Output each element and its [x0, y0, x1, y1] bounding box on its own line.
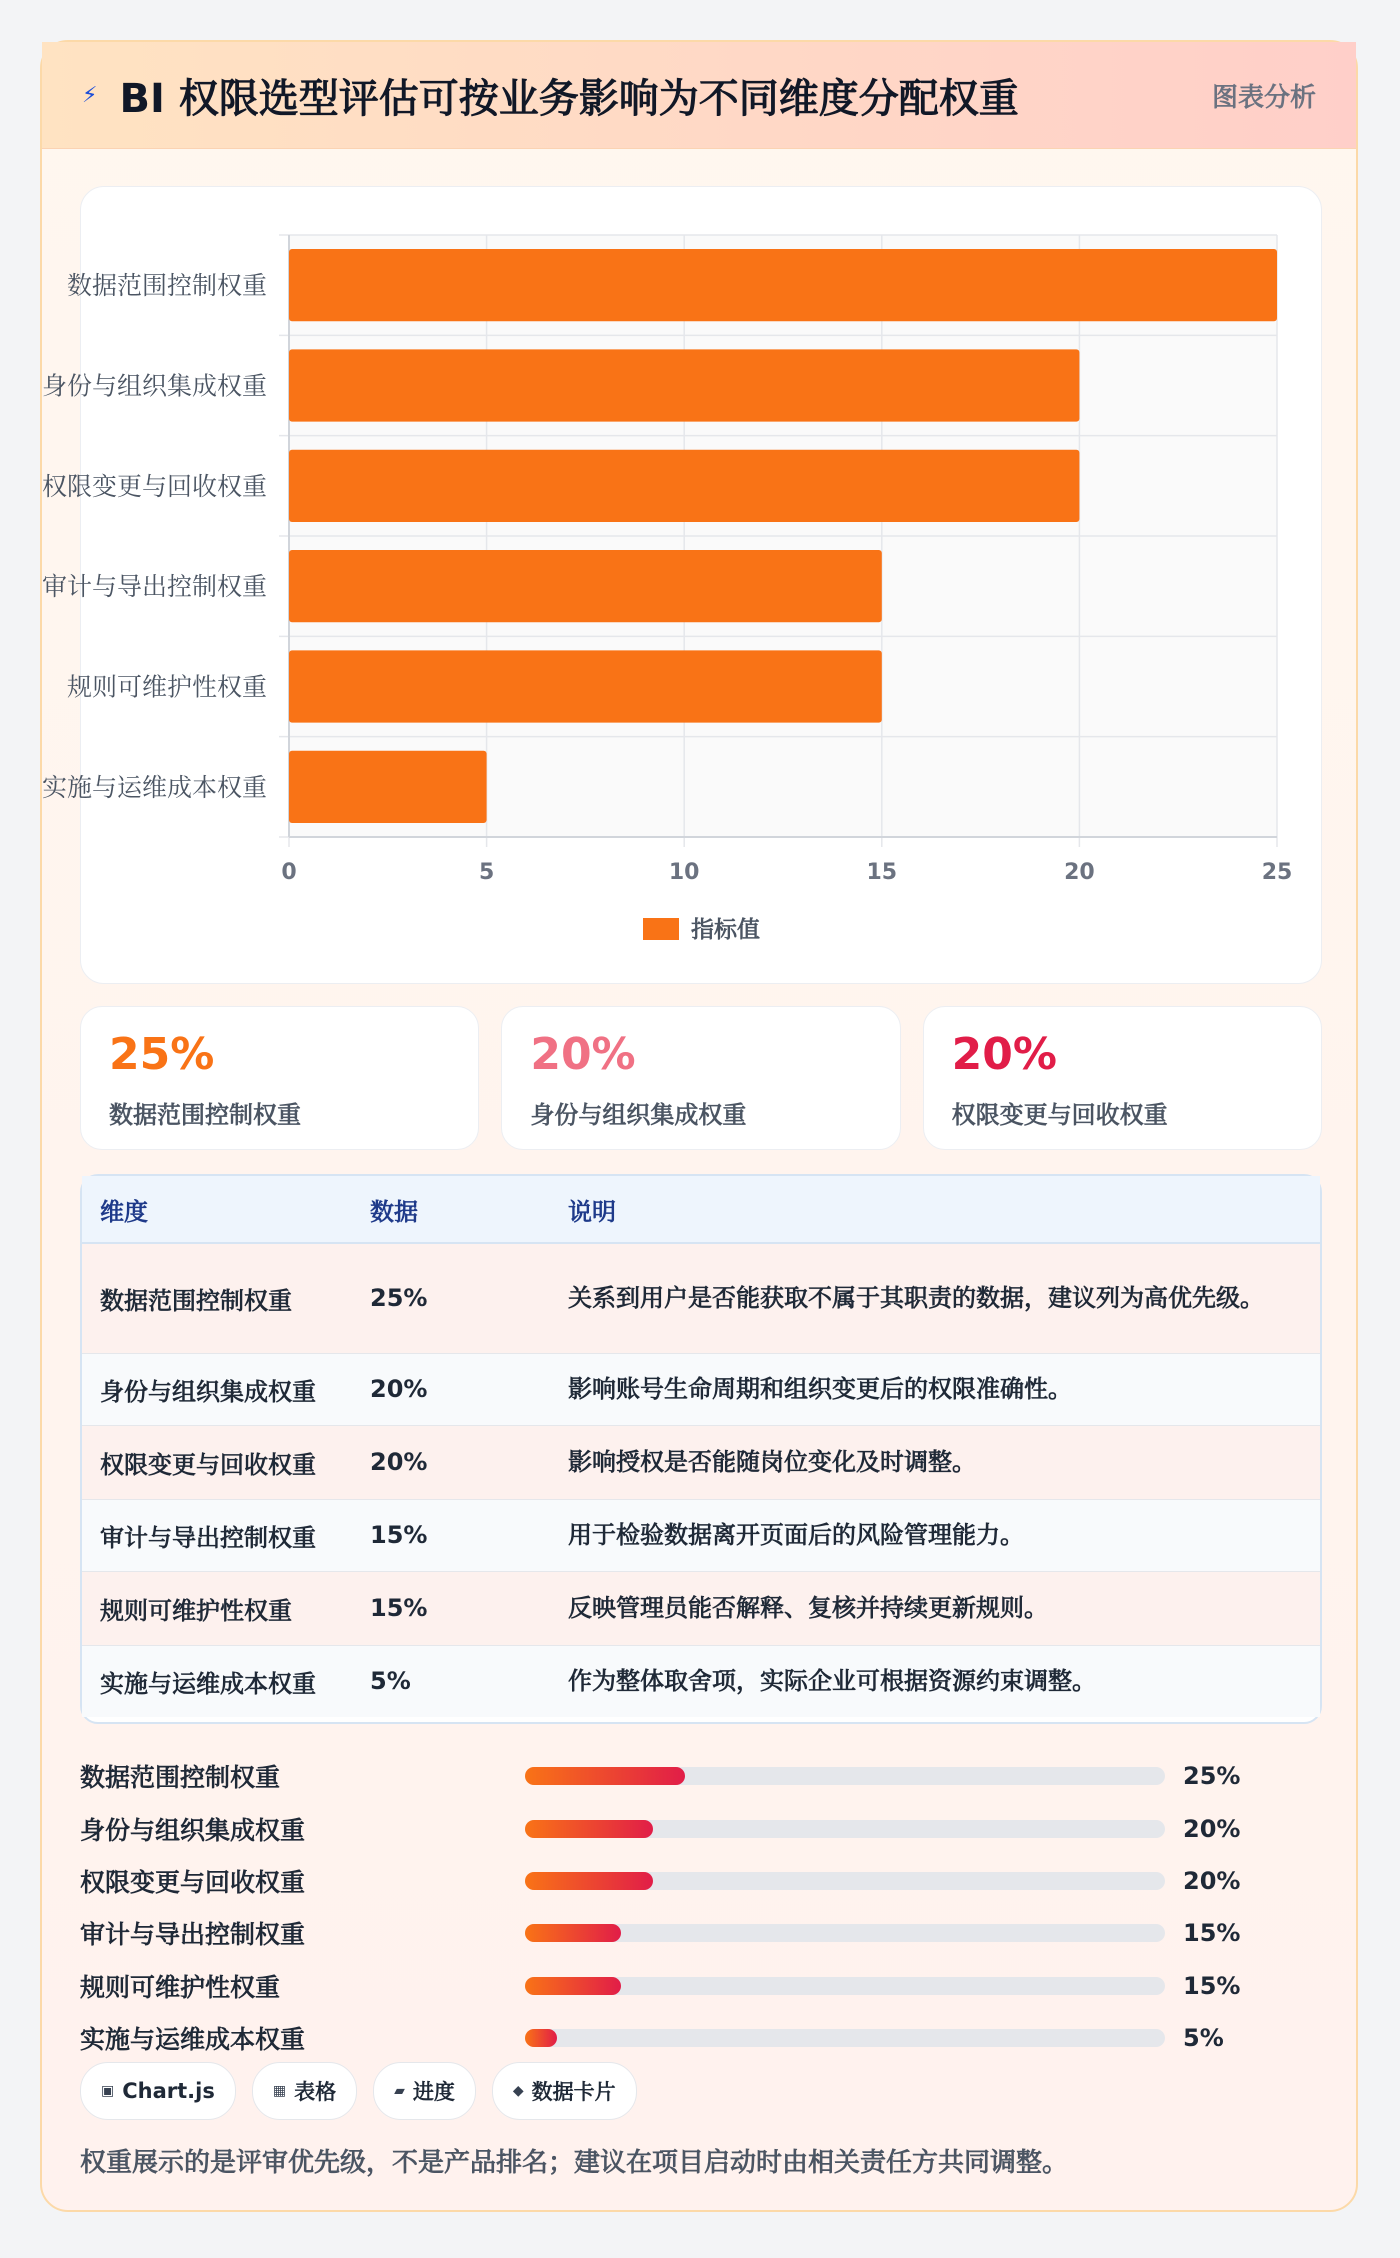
progress-label: 审计与导出控制权重 [80, 1920, 306, 1950]
table-row [82, 1645, 1320, 1717]
progress-fill [525, 1872, 653, 1890]
column-header: 数据 [352, 1176, 550, 1243]
chip-table[interactable] [252, 2062, 357, 2120]
stat-label: 权限变更与回收权重 [951, 1101, 1168, 1129]
bar [289, 550, 882, 622]
table-row [82, 1499, 1320, 1571]
bar [289, 751, 487, 823]
table-cell: 15% [352, 1571, 550, 1645]
progress-value: 5% [1183, 2024, 1224, 2053]
footnote: 权重展示的是评审优先级，不是产品排名；建议在项目启动时由相关责任方共同调整。 [80, 2148, 1069, 2178]
progress-row [80, 1855, 1322, 1907]
progress-value: 15% [1183, 1919, 1241, 1948]
table-cell: 数据范围控制权重 [82, 1243, 352, 1353]
table-cell: 5% [352, 1645, 550, 1717]
table-cell: 实施与运维成本权重 [82, 1645, 352, 1717]
progress-track [525, 2029, 1165, 2047]
table-row [82, 1353, 1320, 1425]
chip-label: Chart.js [122, 2079, 215, 2103]
table-row [82, 1243, 1320, 1353]
chip-label: 表格 [294, 2080, 337, 2104]
stat-value: 25% [109, 1029, 215, 1080]
progress-list [80, 1750, 1322, 2064]
progress-label: 规则可维护性权重 [80, 1972, 281, 2002]
table-row [82, 1571, 1320, 1645]
card-icon: ◆ [512, 2083, 524, 2099]
x-tick-label: 20 [1064, 860, 1095, 885]
x-tick-label: 0 [281, 860, 297, 885]
progress-track [525, 1872, 1165, 1890]
progress-value: 20% [1183, 1866, 1241, 1895]
table-cell: 15% [352, 1499, 550, 1571]
stat-card [501, 1006, 900, 1150]
stat-card [80, 1006, 479, 1150]
header [42, 42, 1356, 149]
stat-label: 数据范围控制权重 [109, 1101, 301, 1129]
progress-row [80, 1750, 1322, 1802]
page-title: BI 权限选型评估可按业务影响为不同维度分配权重 [119, 75, 1019, 122]
progress-fill [525, 1820, 653, 1838]
chart-icon: ▣ [101, 2083, 115, 2099]
table-cell: 影响授权是否能随岗位变化及时调整。 [550, 1425, 1320, 1499]
progress-track [525, 1977, 1165, 1995]
progress-label: 身份与组织集成权重 [80, 1815, 306, 1845]
progress-track [525, 1767, 1165, 1785]
stat-cards [80, 1006, 1322, 1150]
stat-value: 20% [530, 1029, 636, 1080]
progress-fill [525, 1767, 685, 1785]
progress-label: 数据范围控制权重 [80, 1763, 281, 1793]
column-header: 维度 [82, 1176, 352, 1243]
chip-progress[interactable] [373, 2062, 476, 2120]
progress-value: 20% [1183, 1814, 1241, 1843]
progress-value: 15% [1183, 1971, 1241, 2000]
x-tick-label: 25 [1261, 860, 1293, 885]
progress-row [80, 2012, 1322, 2064]
stat-value: 20% [951, 1029, 1057, 1080]
progress-track [525, 1820, 1165, 1838]
table-cell: 关系到用户是否能获取不属于其职责的数据，建议列为高优先级。 [550, 1243, 1320, 1353]
progress-row [80, 1907, 1322, 1959]
bolt-icon: ⚡ [82, 82, 98, 108]
y-tick-label: 数据范围控制权重 [66, 271, 267, 301]
tag-chips [80, 2062, 637, 2120]
y-tick-label: 实施与运维成本权重 [41, 772, 267, 802]
y-tick-label: 身份与组织集成权重 [41, 371, 267, 401]
stat-label: 身份与组织集成权重 [530, 1101, 747, 1129]
table-cell: 权限变更与回收权重 [82, 1425, 352, 1499]
progress-fill [525, 1924, 621, 1942]
x-tick-label: 10 [668, 860, 700, 885]
bar [289, 450, 1079, 522]
table-cell: 20% [352, 1353, 550, 1425]
progress-row [80, 1802, 1322, 1854]
table-cell: 25% [352, 1243, 550, 1353]
progress-track [525, 1924, 1165, 1942]
table-cell: 规则可维护性权重 [82, 1571, 352, 1645]
progress-icon: ▰ [394, 2083, 405, 2099]
x-tick-label: 15 [866, 860, 898, 885]
table-cell: 作为整体取舍项，实际企业可根据资源约束调整。 [550, 1645, 1320, 1717]
main-card [40, 40, 1358, 2212]
table-row [82, 1425, 1320, 1499]
table-cell: 用于检验数据离开页面后的风险管理能力。 [550, 1499, 1320, 1571]
table-cell: 身份与组织集成权重 [82, 1353, 352, 1425]
stat-card [923, 1006, 1322, 1150]
progress-value: 25% [1183, 1762, 1241, 1791]
table-cell: 20% [352, 1425, 550, 1499]
x-tick-label: 5 [478, 860, 495, 885]
bar [289, 650, 882, 722]
table-icon: ▦ [272, 2083, 287, 2099]
header-tag: 图表分析 [1211, 82, 1316, 113]
table-header-row [82, 1176, 1320, 1243]
chip-chartjs[interactable] [80, 2062, 236, 2120]
bar-chart [41, 187, 1323, 985]
table-cell: 影响账号生命周期和组织变更后的权限准确性。 [550, 1353, 1320, 1425]
data-table [80, 1174, 1322, 1724]
progress-label: 实施与运维成本权重 [80, 2025, 306, 2055]
legend-label: 指标值 [691, 917, 760, 943]
y-tick-label: 权限变更与回收权重 [41, 471, 267, 501]
progress-fill [525, 2029, 557, 2047]
progress-label: 权限变更与回收权重 [80, 1867, 306, 1897]
progress-fill [525, 1977, 621, 1995]
bar [289, 249, 1277, 321]
bar [289, 349, 1079, 421]
chart-panel [41, 186, 1322, 984]
legend-swatch [643, 918, 679, 940]
column-header: 说明 [550, 1176, 1320, 1243]
chip-label: 进度 [412, 2080, 455, 2104]
y-tick-label: 规则可维护性权重 [66, 672, 267, 702]
table-cell: 反映管理员能否解释、复核并持续更新规则。 [550, 1571, 1320, 1645]
y-tick-label: 审计与导出控制权重 [41, 572, 267, 602]
progress-row [80, 1960, 1322, 2012]
table-cell: 审计与导出控制权重 [82, 1499, 352, 1571]
chip-label: 数据卡片 [531, 2080, 616, 2104]
header-left [82, 67, 1019, 124]
chip-data-card[interactable] [492, 2062, 637, 2120]
